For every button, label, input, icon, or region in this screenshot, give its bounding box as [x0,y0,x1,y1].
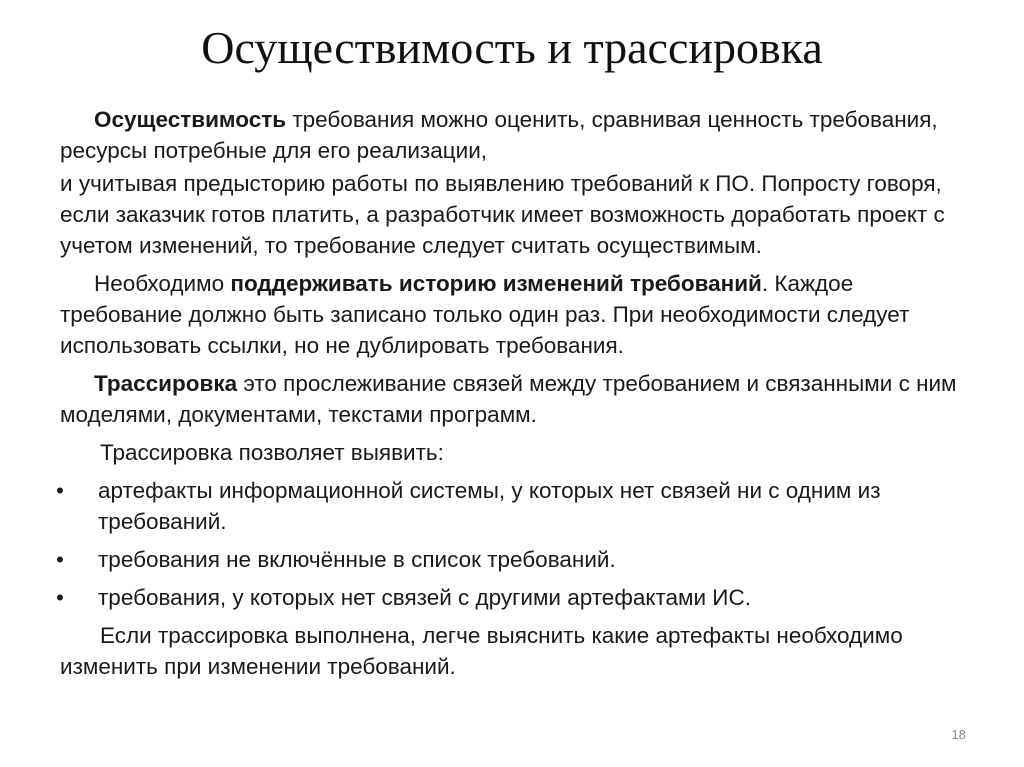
paragraph-conclusion: Если трассировка выполнена, легче выяснить какие артефакты необходимо изменить при изменении требований. [60,623,903,679]
page-number: 18 [951,727,966,742]
paragraph-feasibility-continued: и учитывая предысторию работы по выявлению требований к ПО. Попросту говоря, если заказчик готов платить, а разработчик имеет возможность доработать проект с учетом изменений, то требование следует считать осуществимым. [60,171,945,258]
paragraph-tracing-text: это прослеживание связей между требованием и связанными с ним моделями, документами, текстами программ. [60,371,957,427]
slide-body [56,104,970,689]
term-tracing: Трассировка [94,371,238,396]
paragraph-tracing [60,368,970,430]
bullet-icon: • [56,478,64,503]
paragraph-history [60,268,970,361]
bullet-list [56,475,970,613]
term-change-history: поддерживать историю изменений требований [230,271,762,296]
list-item-text: требования, у которых нет связей с другими артефактами ИС. [98,585,751,610]
paragraph-feasibility-text: требования можно оценить, сравнивая ценность требования, ресурсы потребные для его реализации, [60,107,938,163]
list-item-text: требования не включённые в список требований. [98,547,616,572]
paragraph-tracing-reveals: Трассировка позволяет выявить: [100,440,444,465]
paragraph-history-text: . Каждое требование должно быть записано только один раз. При необходимости следует использовать ссылки, но не дублировать требования. [60,271,910,358]
list-item [56,582,970,613]
list-item [56,544,970,575]
bullet-icon: • [56,585,64,610]
slide-title: Осуществимость и трассировка [201,22,823,73]
term-feasibility: Осуществимость [94,107,287,132]
list-item [56,475,970,537]
bullet-icon: • [56,547,64,572]
list-item-text: артефакты информационной системы, у которых нет связей ни с одним из требований. [98,478,881,534]
paragraph-feasibility [60,104,970,166]
paragraph-history-lead: Необходимо [94,271,231,296]
